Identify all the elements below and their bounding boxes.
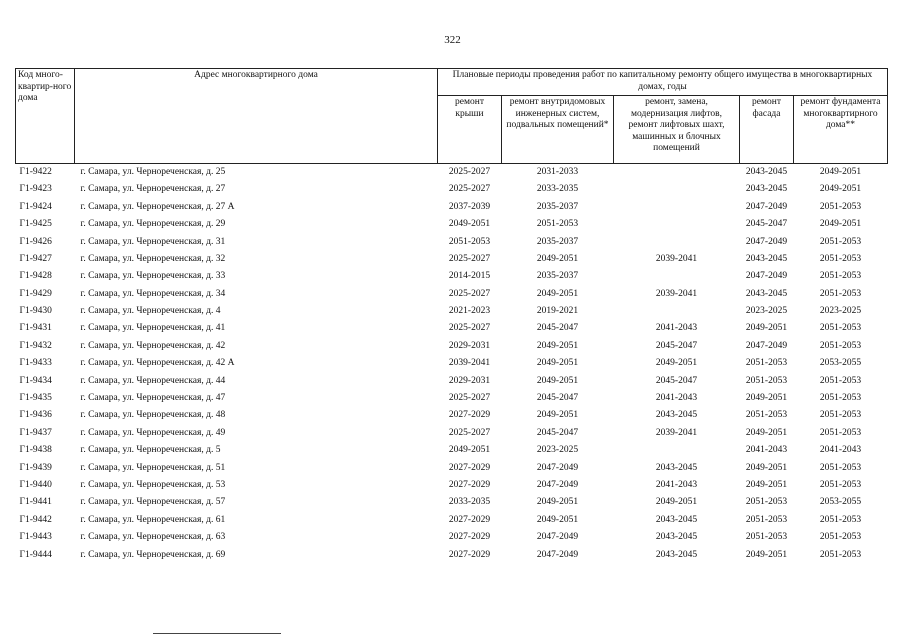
facade-period-cell: 2043-2045 <box>745 253 788 264</box>
foundation-period-cell: 2049-2051 <box>819 219 862 230</box>
elevators-period-cell: 2043-2045 <box>655 532 698 543</box>
systems-period-cell: 2035-2037 <box>536 201 579 212</box>
elevators-period-cell: 2043-2045 <box>655 514 698 525</box>
foundation-period-cell: 2051-2053 <box>819 532 862 543</box>
roof-period-cell: 2029-2031 <box>448 375 491 386</box>
building-code-cell: Г1-9422 <box>19 166 52 177</box>
foundation-period-cell: 2051-2053 <box>819 479 862 490</box>
building-code-cell: Г1-9439 <box>19 462 52 473</box>
elevators-period-cell: 2039-2041 <box>655 288 698 299</box>
foundation-period-cell: 2051-2053 <box>819 514 862 525</box>
building-code-cell: Г1-9444 <box>19 549 52 560</box>
facade-period-cell: 2049-2051 <box>745 323 788 334</box>
table-row <box>16 216 888 233</box>
table-row <box>16 477 888 494</box>
elevators-period-cell <box>614 268 740 285</box>
foundation-period-cell: 2051-2053 <box>819 253 862 264</box>
table-row <box>16 390 888 407</box>
facade-period-cell: 2051-2053 <box>745 532 788 543</box>
systems-period-cell: 2033-2035 <box>536 184 579 195</box>
systems-period-cell: 2047-2049 <box>536 462 579 473</box>
elevators-period-cell <box>614 164 740 182</box>
header-building-code: Код много-квартир-ного дома <box>16 69 75 164</box>
facade-period-cell: 2045-2047 <box>745 219 788 230</box>
address-cell: г. Самара, ул. Чернореченская, д. 41 <box>80 323 226 334</box>
address-cell: г. Самара, ул. Чернореченская, д. 31 <box>80 236 226 247</box>
building-code-cell: Г1-9425 <box>19 219 52 230</box>
building-code-cell: Г1-9441 <box>19 497 52 508</box>
elevators-period-cell: 2049-2051 <box>655 497 698 508</box>
facade-period-cell: 2049-2051 <box>745 462 788 473</box>
address-cell: г. Самара, ул. Чернореченская, д. 44 <box>80 375 226 386</box>
table-row <box>16 164 888 182</box>
roof-period-cell: 2039-2041 <box>448 358 491 369</box>
table-row <box>16 512 888 529</box>
elevators-period-cell: 2045-2047 <box>655 375 698 386</box>
header-facade-repair: ремонт фасада <box>740 96 794 164</box>
roof-period-cell: 2025-2027 <box>448 393 491 404</box>
foundation-period-cell: 2051-2053 <box>819 271 862 282</box>
foundation-period-cell: 2041-2043 <box>819 445 862 456</box>
facade-period-cell: 2049-2051 <box>745 427 788 438</box>
foundation-period-cell: 2051-2053 <box>819 427 862 438</box>
elevators-period-cell <box>614 234 740 251</box>
address-cell: г. Самара, ул. Чернореченская, д. 53 <box>80 479 226 490</box>
systems-period-cell: 2047-2049 <box>536 549 579 560</box>
facade-period-cell: 2047-2049 <box>745 271 788 282</box>
table-row <box>16 286 888 303</box>
header-foundation-repair: ремонт фундамента многоквартирного дома** <box>794 96 888 164</box>
elevators-period-cell <box>614 216 740 233</box>
elevators-period-cell: 2039-2041 <box>655 427 698 438</box>
facade-period-cell: 2043-2045 <box>745 288 788 299</box>
elevators-period-cell: 2039-2041 <box>655 253 698 264</box>
address-cell: г. Самара, ул. Чернореченская, д. 27 А <box>80 201 235 212</box>
systems-period-cell: 2045-2047 <box>536 393 579 404</box>
foundation-period-cell: 2051-2053 <box>819 236 862 247</box>
address-cell: г. Самара, ул. Чернореченская, д. 61 <box>80 514 226 525</box>
table-row <box>16 529 888 546</box>
elevators-period-cell: 2049-2051 <box>655 358 698 369</box>
systems-period-cell: 2049-2051 <box>536 253 579 264</box>
building-code-cell: Г1-9430 <box>19 306 52 317</box>
roof-period-cell: 2033-2035 <box>448 497 491 508</box>
facade-period-cell: 2047-2049 <box>745 201 788 212</box>
roof-period-cell: 2049-2051 <box>448 445 491 456</box>
facade-period-cell: 2051-2053 <box>745 410 788 421</box>
header-address: Адрес многоквартирного дома <box>75 69 438 164</box>
address-cell: г. Самара, ул. Чернореченская, д. 42 <box>80 340 226 351</box>
facade-period-cell: 2049-2051 <box>745 549 788 560</box>
roof-period-cell: 2027-2029 <box>448 549 491 560</box>
facade-period-cell: 2043-2045 <box>745 166 788 177</box>
table-row <box>16 442 888 459</box>
table-row <box>16 407 888 424</box>
foundation-period-cell: 2051-2053 <box>819 375 862 386</box>
foundation-period-cell: 2051-2053 <box>819 201 862 212</box>
header-planned-periods: Плановые периоды проведения работ по капитальному ремонту общего имущества в многоквартирных домах, годы <box>438 69 888 96</box>
table-row <box>16 268 888 285</box>
building-code-cell: Г1-9434 <box>19 375 52 386</box>
roof-period-cell: 2014-2015 <box>448 271 491 282</box>
systems-period-cell: 2045-2047 <box>536 427 579 438</box>
table-row <box>16 234 888 251</box>
address-cell: г. Самара, ул. Чернореченская, д. 32 <box>80 253 226 264</box>
elevators-period-cell <box>614 199 740 216</box>
elevators-period-cell: 2043-2045 <box>655 410 698 421</box>
facade-period-cell: 2023-2025 <box>745 306 788 317</box>
header-elevator-repair: ремонт, замена, модернизация лифтов, ремонт лифтовых шахт, машинных и блочных помещений <box>614 96 740 164</box>
facade-period-cell: 2049-2051 <box>745 393 788 404</box>
systems-period-cell: 2049-2051 <box>536 340 579 351</box>
table-row <box>16 251 888 268</box>
table-row <box>16 373 888 390</box>
table-row <box>16 460 888 477</box>
roof-period-cell: 2029-2031 <box>448 340 491 351</box>
building-code-cell: Г1-9437 <box>19 427 52 438</box>
table-row <box>16 321 888 338</box>
systems-period-cell: 2019-2021 <box>536 306 579 317</box>
foundation-period-cell: 2053-2055 <box>819 358 862 369</box>
facade-period-cell: 2047-2049 <box>745 340 788 351</box>
foundation-period-cell: 2023-2025 <box>819 306 862 317</box>
roof-period-cell: 2027-2029 <box>448 462 491 473</box>
roof-period-cell: 2025-2027 <box>448 253 491 264</box>
building-code-cell: Г1-9431 <box>19 323 52 334</box>
building-code-cell: Г1-9423 <box>19 184 52 195</box>
facade-period-cell: 2041-2043 <box>745 445 788 456</box>
table-row <box>16 338 888 355</box>
address-cell: г. Самара, ул. Чернореченская, д. 51 <box>80 462 226 473</box>
elevators-period-cell <box>614 303 740 320</box>
building-code-cell: Г1-9433 <box>19 358 52 369</box>
elevators-period-cell: 2041-2043 <box>655 479 698 490</box>
building-code-cell: Г1-9436 <box>19 410 52 421</box>
address-cell: г. Самара, ул. Чернореченская, д. 47 <box>80 393 226 404</box>
foundation-period-cell: 2051-2053 <box>819 393 862 404</box>
elevators-period-cell: 2043-2045 <box>655 549 698 560</box>
address-cell: г. Самара, ул. Чернореченская, д. 34 <box>80 288 226 299</box>
elevators-period-cell: 2045-2047 <box>655 340 698 351</box>
building-code-cell: Г1-9426 <box>19 236 52 247</box>
systems-period-cell: 2049-2051 <box>536 358 579 369</box>
address-cell: г. Самара, ул. Чернореченская, д. 69 <box>80 549 226 560</box>
foundation-period-cell: 2053-2055 <box>819 497 862 508</box>
roof-period-cell: 2027-2029 <box>448 479 491 490</box>
table-row <box>16 199 888 216</box>
systems-period-cell: 2035-2037 <box>536 236 579 247</box>
roof-period-cell: 2027-2029 <box>448 410 491 421</box>
address-cell: г. Самара, ул. Чернореченская, д. 49 <box>80 427 226 438</box>
address-cell: г. Самара, ул. Чернореченская, д. 25 <box>80 166 226 177</box>
header-roof-repair: ремонт крыши <box>438 96 502 164</box>
systems-period-cell: 2031-2033 <box>536 166 579 177</box>
foundation-period-cell: 2051-2053 <box>819 288 862 299</box>
building-code-cell: Г1-9435 <box>19 393 52 404</box>
systems-period-cell: 2047-2049 <box>536 532 579 543</box>
building-code-cell: Г1-9443 <box>19 532 52 543</box>
roof-period-cell: 2051-2053 <box>448 236 491 247</box>
address-cell: г. Самара, ул. Чернореченская, д. 29 <box>80 219 226 230</box>
table-row <box>16 425 888 442</box>
foundation-period-cell: 2051-2053 <box>819 340 862 351</box>
table-row <box>16 547 888 564</box>
foundation-period-cell: 2049-2051 <box>819 166 862 177</box>
repair-schedule-table <box>15 68 888 564</box>
foundation-period-cell: 2051-2053 <box>819 462 862 473</box>
roof-period-cell: 2049-2051 <box>448 219 491 230</box>
table-row <box>16 494 888 511</box>
building-code-cell: Г1-9432 <box>19 340 52 351</box>
foundation-period-cell: 2049-2051 <box>819 184 862 195</box>
roof-period-cell: 2025-2027 <box>448 427 491 438</box>
address-cell: г. Самара, ул. Чернореченская, д. 48 <box>80 410 226 421</box>
facade-period-cell: 2049-2051 <box>745 479 788 490</box>
elevators-period-cell <box>614 181 740 198</box>
table-row <box>16 181 888 198</box>
facade-period-cell: 2051-2053 <box>745 514 788 525</box>
facade-period-cell: 2051-2053 <box>745 358 788 369</box>
systems-period-cell: 2047-2049 <box>536 479 579 490</box>
building-code-cell: Г1-9438 <box>19 445 52 456</box>
footnote-divider <box>153 633 281 634</box>
building-code-cell: Г1-9440 <box>19 479 52 490</box>
roof-period-cell: 2025-2027 <box>448 184 491 195</box>
roof-period-cell: 2027-2029 <box>448 514 491 525</box>
foundation-period-cell: 2051-2053 <box>819 549 862 560</box>
systems-period-cell: 2051-2053 <box>536 219 579 230</box>
table-row <box>16 355 888 372</box>
roof-period-cell: 2021-2023 <box>448 306 491 317</box>
systems-period-cell: 2049-2051 <box>536 288 579 299</box>
address-cell: г. Самара, ул. Чернореченская, д. 5 <box>80 445 221 456</box>
address-cell: г. Самара, ул. Чернореченская, д. 4 <box>80 306 221 317</box>
roof-period-cell: 2025-2027 <box>448 288 491 299</box>
elevators-period-cell: 2041-2043 <box>655 323 698 334</box>
elevators-period-cell: 2041-2043 <box>655 393 698 404</box>
address-cell: г. Самара, ул. Чернореченская, д. 27 <box>80 184 226 195</box>
page-number: 322 <box>444 34 461 46</box>
roof-period-cell: 2037-2039 <box>448 201 491 212</box>
systems-period-cell: 2035-2037 <box>536 271 579 282</box>
address-cell: г. Самара, ул. Чернореченская, д. 57 <box>80 497 226 508</box>
systems-period-cell: 2045-2047 <box>536 323 579 334</box>
roof-period-cell: 2025-2027 <box>448 166 491 177</box>
foundation-period-cell: 2051-2053 <box>819 323 862 334</box>
facade-period-cell: 2051-2053 <box>745 375 788 386</box>
systems-period-cell: 2049-2051 <box>536 375 579 386</box>
building-code-cell: Г1-9428 <box>19 271 52 282</box>
table-row <box>16 303 888 320</box>
address-cell: г. Самара, ул. Чернореченская, д. 63 <box>80 532 226 543</box>
roof-period-cell: 2027-2029 <box>448 532 491 543</box>
elevators-period-cell <box>614 442 740 459</box>
building-code-cell: Г1-9427 <box>19 253 52 264</box>
systems-period-cell: 2049-2051 <box>536 410 579 421</box>
systems-period-cell: 2023-2025 <box>536 445 579 456</box>
table-body <box>16 164 888 564</box>
address-cell: г. Самара, ул. Чернореченская, д. 42 А <box>80 358 235 369</box>
facade-period-cell: 2051-2053 <box>745 497 788 508</box>
building-code-cell: Г1-9442 <box>19 514 52 525</box>
roof-period-cell: 2025-2027 <box>448 323 491 334</box>
foundation-period-cell: 2051-2053 <box>819 410 862 421</box>
address-cell: г. Самара, ул. Чернореченская, д. 33 <box>80 271 226 282</box>
systems-period-cell: 2049-2051 <box>536 514 579 525</box>
elevators-period-cell: 2043-2045 <box>655 462 698 473</box>
systems-period-cell: 2049-2051 <box>536 497 579 508</box>
facade-period-cell: 2043-2045 <box>745 184 788 195</box>
facade-period-cell: 2047-2049 <box>745 236 788 247</box>
building-code-cell: Г1-9424 <box>19 201 52 212</box>
header-engineering-systems-repair: ремонт внутридомовых инженерных систем, подвальных помещений* <box>502 96 614 164</box>
building-code-cell: Г1-9429 <box>19 288 52 299</box>
